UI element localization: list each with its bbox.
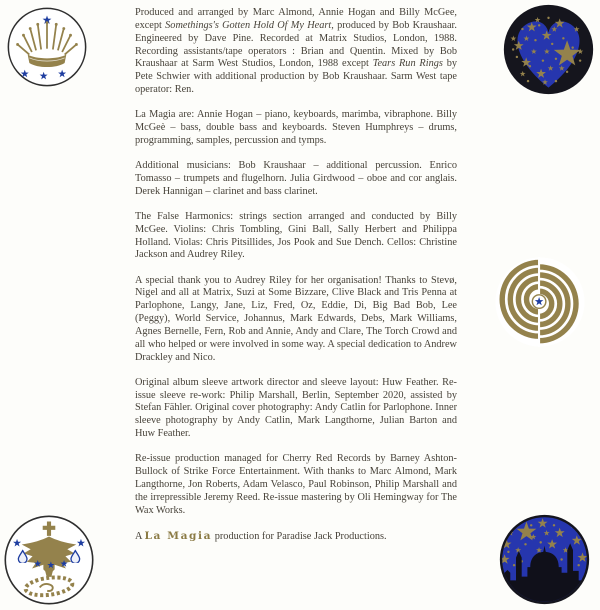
credits-paragraph: Produced and arranged by Marc Almond, Annie Hogan and Billy McGee, except Somethings's Gotten Hold Of My Heart, produced by Bob Kraushaar. Engineered by Dave Pine. Recorded at Matrix Studios, London, 1988. Recording assistants/tape operators : Brian and Quentin. Mixed by Bob Kraushaar at Sarm West Studios, London, 1988 except Tears Run Rings by Pete Schwier with additional production by Bob Kraushaar. Sarm West tape operator: Ren. [135,7,457,96]
eagle-crest-emblem-icon [2,513,96,607]
credits-paragraph: Additional musicians: Bob Kraushaar – additional percussion. Enrico Tomasso – trumpets and flugelhorn. Julia Girdwood – oboe and cor anglais. Derek Hannigan – clarinet and bass clarinet. [135,160,457,197]
credits-paragraph: La Magia are: Annie Hogan – piano, keyboards, marimba, vibraphone. Billy McGeè – bass, double bass and keyboards. Steven Humphreys – drums, programming, samples, percussion and tymps. [135,109,457,146]
credits-paragraph: Re-issue production managed for Cherry Red Records by Barney Ashton-Bullock of Strike Force Entertainment. With thanks to Marc Almond, Mark Langthorne, Jon Roberts, Adam Velasco, Paul Robinson, Philip Marshall and the irrepressible Jeremy Reed. Re-issue mastering by Oli Hemingway for The Wax Works. [135,453,457,516]
starry-heart-emblem-icon [502,3,595,96]
labyrinth-rings-emblem-icon [495,257,585,347]
credits-paragraph: A special thank you to Audrey Riley for her organisation! Thanks to Stevø, Nigel and all at Matrix, Suzi at Some Bizzare, Clive Black and Tris Penna at Parlophone, Langy, Jane, Liz, Fred, Oz, Eddie, Di, Big Bad Bob, Lee (Peggy), World Service, Johannus, Mark Edwards, Debs, Mark Williams, Agnes Bernelle, Fern, Rob and Annie, Andy and Clare, The Torch Crowd and all who helped or were involved in some way. A special dedication to Andrew Drackley and Nico. [135,274,457,363]
la-magia-wordmark: La Magia [144,529,213,542]
credits-text [135,7,457,556]
crown-and-stars-emblem-icon [5,5,89,89]
credits-paragraph: The False Harmonics: strings section arranged and conducted by Billy McGee. Violins: Chris Tombling, Gini Ball, Sally Herbert and Philippa Holland. Violas: Chris Pitsillides, Jos Pook and Sue Dench. Cellos: Christine Jackson and Audrey Riley. [135,210,457,261]
credits-paragraph: Original album sleeve artwork director and sleeve layout: Huw Feather. Re-issue sleeve re-work: Philip Marshall, Berlin, September 2020, assisted by Stefan Fähler. Original cover photography: Andy Catlin for Parlophone. Inner sleeve photography by Andy Catlin, Mark Langthorne, Julian Barton and Huw Feather. [135,376,457,440]
starry-skyline-emblem-icon [497,512,592,607]
credits-paragraph: A La Magia production for Paradise Jack Productions. [135,529,387,542]
